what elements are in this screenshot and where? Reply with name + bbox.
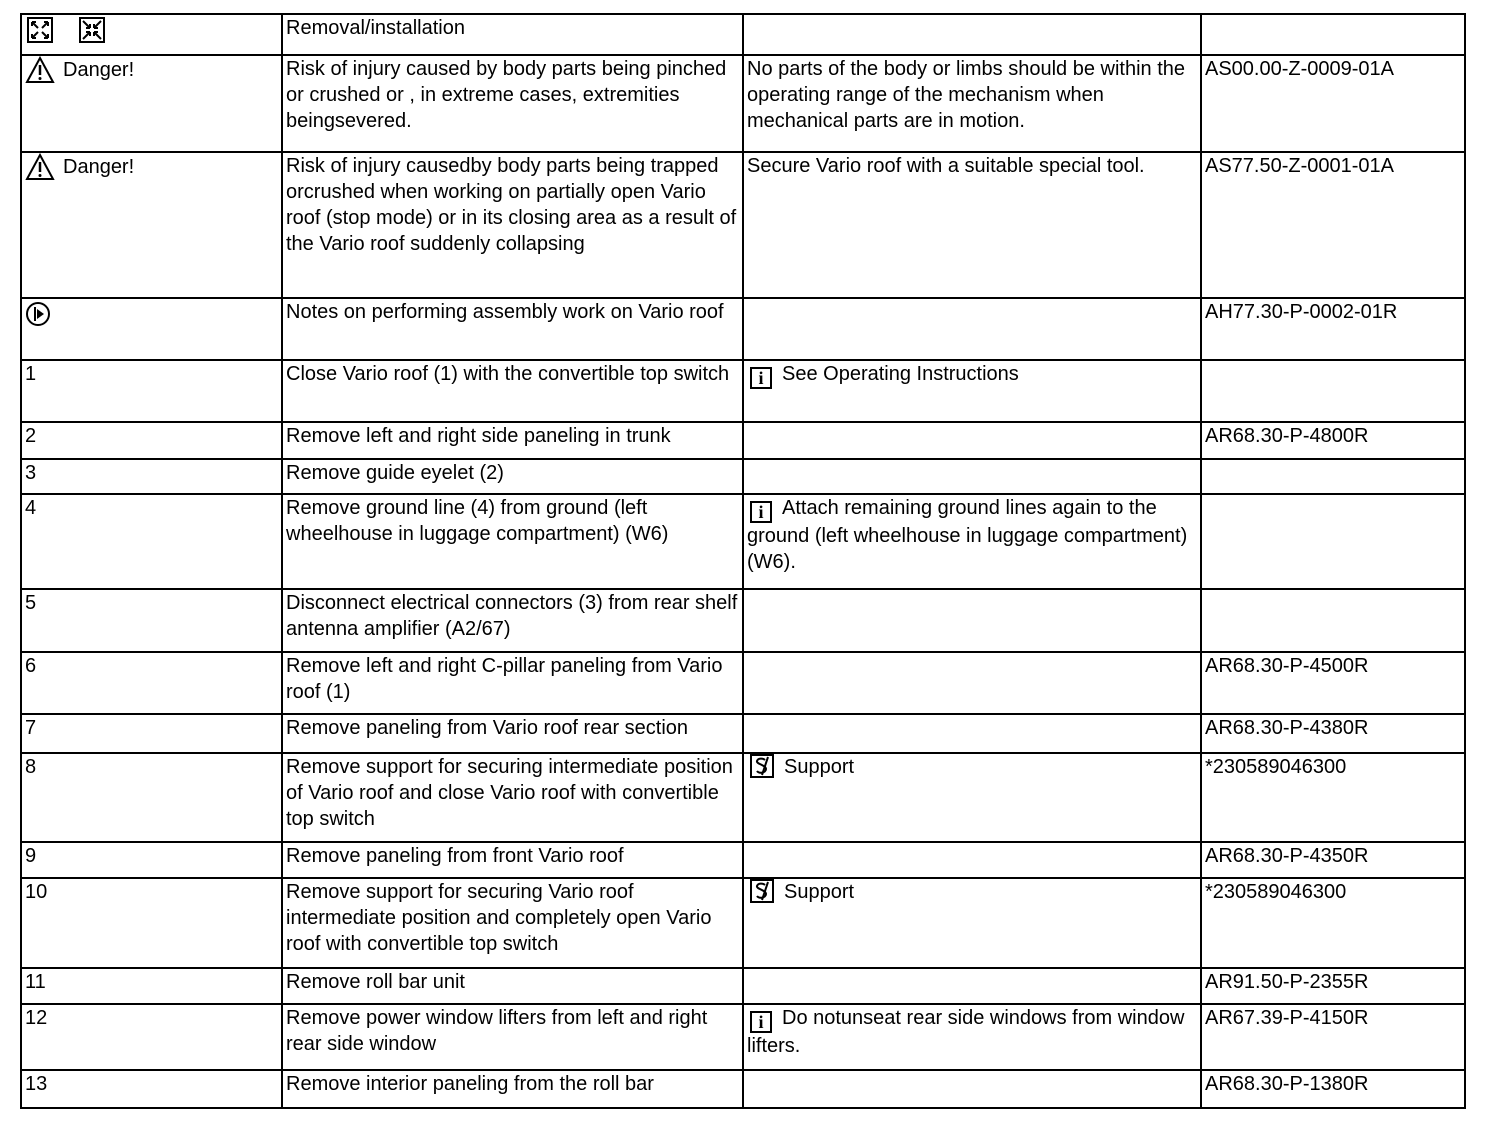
note-cell bbox=[743, 714, 1201, 753]
expand-removal-icon bbox=[27, 17, 53, 43]
reference-code: AS00.00-Z-0009-01A bbox=[1201, 55, 1465, 152]
reference-code: AR68.30-P-4800R bbox=[1201, 422, 1465, 459]
note-cell bbox=[743, 298, 1201, 360]
notes-circle-icon bbox=[25, 301, 51, 327]
step-number: 9 bbox=[21, 842, 282, 878]
table-row bbox=[21, 753, 1465, 842]
reference-code: AR68.30-P-4380R bbox=[1201, 714, 1465, 753]
danger-label: Danger! bbox=[63, 59, 135, 81]
note-cell bbox=[743, 459, 1201, 494]
table-row bbox=[21, 152, 1465, 298]
table-row bbox=[21, 714, 1465, 753]
table-row bbox=[21, 652, 1465, 714]
warning-triangle-icon bbox=[25, 56, 55, 84]
step-number: 1 bbox=[21, 360, 282, 422]
collapse-installation-icon bbox=[79, 17, 105, 43]
procedure-table bbox=[20, 13, 1466, 1109]
table-row bbox=[21, 55, 1465, 152]
info-icon: i bbox=[750, 367, 772, 389]
reference-code: AR68.30-P-4350R bbox=[1201, 842, 1465, 878]
reference-cell bbox=[1201, 494, 1465, 589]
table-row bbox=[21, 878, 1465, 968]
note-cell bbox=[743, 1070, 1201, 1108]
note-cell bbox=[743, 1004, 1201, 1070]
note-cell bbox=[743, 14, 1201, 55]
step-number: 3 bbox=[21, 459, 282, 494]
reference-code: *230589046300 bbox=[1201, 878, 1465, 968]
step-number: 8 bbox=[21, 753, 282, 842]
info-icon: i bbox=[750, 501, 772, 523]
work-step-text: Remove roll bar unit bbox=[282, 968, 743, 1004]
note-text: Do notunseat rear side windows from window lifters. bbox=[747, 1007, 1185, 1057]
step-number: 2 bbox=[21, 422, 282, 459]
step-number: 4 bbox=[21, 494, 282, 589]
note-text: Secure Vario roof with a suitable special tool. bbox=[743, 152, 1201, 298]
note-cell bbox=[743, 968, 1201, 1004]
step-number: 11 bbox=[21, 968, 282, 1004]
step-cell bbox=[21, 152, 282, 298]
step-number: 7 bbox=[21, 714, 282, 753]
note-text: Support bbox=[784, 881, 855, 903]
reference-code: AS77.50-Z-0001-01A bbox=[1201, 152, 1465, 298]
reference-cell bbox=[1201, 360, 1465, 422]
reference-code: AH77.30-P-0002-01R bbox=[1201, 298, 1465, 360]
step-cell bbox=[21, 14, 282, 55]
work-step-text: Removal/installation bbox=[282, 14, 743, 55]
table-row bbox=[21, 1070, 1465, 1108]
note-cell bbox=[743, 753, 1201, 842]
step-cell bbox=[21, 298, 282, 360]
work-step-text: Risk of injury causedby body parts being trapped orcrushed when working on partially open Vario roof (stop mode) or in its closing area as a result of the Vario roof suddenly collapsing bbox=[282, 152, 743, 298]
work-step-text: Remove interior paneling from the roll bar bbox=[282, 1070, 743, 1108]
table-row bbox=[21, 494, 1465, 589]
step-number: 12 bbox=[21, 1004, 282, 1070]
reference-cell bbox=[1201, 14, 1465, 55]
table-row bbox=[21, 298, 1465, 360]
note-cell bbox=[743, 494, 1201, 589]
work-step-text: Notes on performing assembly work on Vario roof bbox=[282, 298, 743, 360]
note-cell bbox=[743, 652, 1201, 714]
work-step-text: Risk of injury caused by body parts being pinched or crushed or , in extreme cases, extremities beingsevered. bbox=[282, 55, 743, 152]
work-step-text: Remove guide eyelet (2) bbox=[282, 459, 743, 494]
work-step-text: Close Vario roof (1) with the convertible top switch bbox=[282, 360, 743, 422]
step-cell bbox=[21, 55, 282, 152]
work-step-text: Disconnect electrical connectors (3) from rear shelf antenna amplifier (A2/67) bbox=[282, 589, 743, 652]
table-row bbox=[21, 968, 1465, 1004]
work-step-text: Remove support for securing intermediate position of Vario roof and close Vario roof with convertible top switch bbox=[282, 753, 743, 842]
note-text: Support bbox=[784, 756, 855, 778]
table-row bbox=[21, 14, 1465, 55]
special-tool-icon bbox=[750, 754, 774, 778]
note-text: See Operating Instructions bbox=[782, 363, 1019, 385]
work-step-text: Remove power window lifters from left and right rear side window bbox=[282, 1004, 743, 1070]
note-cell bbox=[743, 589, 1201, 652]
reference-code: AR67.39-P-4150R bbox=[1201, 1004, 1465, 1070]
table-row bbox=[21, 360, 1465, 422]
reference-cell bbox=[1201, 459, 1465, 494]
step-number: 6 bbox=[21, 652, 282, 714]
warning-triangle-icon bbox=[25, 153, 55, 181]
reference-cell bbox=[1201, 589, 1465, 652]
danger-label: Danger! bbox=[63, 156, 135, 178]
note-cell bbox=[743, 422, 1201, 459]
note-cell bbox=[743, 842, 1201, 878]
reference-code: *230589046300 bbox=[1201, 753, 1465, 842]
work-step-text: Remove left and right C-pillar paneling from Vario roof (1) bbox=[282, 652, 743, 714]
note-text: Attach remaining ground lines again to the ground (left wheelhouse in luggage compartment) (W6). bbox=[747, 497, 1188, 573]
table-row bbox=[21, 1004, 1465, 1070]
step-number: 10 bbox=[21, 878, 282, 968]
special-tool-icon bbox=[750, 879, 774, 903]
table-row bbox=[21, 842, 1465, 878]
step-number: 5 bbox=[21, 589, 282, 652]
reference-code: AR68.30-P-4500R bbox=[1201, 652, 1465, 714]
work-step-text: Remove ground line (4) from ground (left wheelhouse in luggage compartment) (W6) bbox=[282, 494, 743, 589]
info-icon: i bbox=[750, 1011, 772, 1033]
table-row bbox=[21, 422, 1465, 459]
work-step-text: Remove left and right side paneling in trunk bbox=[282, 422, 743, 459]
work-step-text: Remove support for securing Vario roof intermediate position and completely open Vario roof with convertible top switch bbox=[282, 878, 743, 968]
note-cell bbox=[743, 360, 1201, 422]
table-row bbox=[21, 589, 1465, 652]
note-cell bbox=[743, 878, 1201, 968]
work-step-text: Remove paneling from front Vario roof bbox=[282, 842, 743, 878]
table-row bbox=[21, 459, 1465, 494]
reference-code: AR91.50-P-2355R bbox=[1201, 968, 1465, 1004]
reference-code: AR68.30-P-1380R bbox=[1201, 1070, 1465, 1108]
step-number: 13 bbox=[21, 1070, 282, 1108]
work-step-text: Remove paneling from Vario roof rear section bbox=[282, 714, 743, 753]
note-text: No parts of the body or limbs should be within the operating range of the mechanism when mechanical parts are in motion. bbox=[743, 55, 1201, 152]
